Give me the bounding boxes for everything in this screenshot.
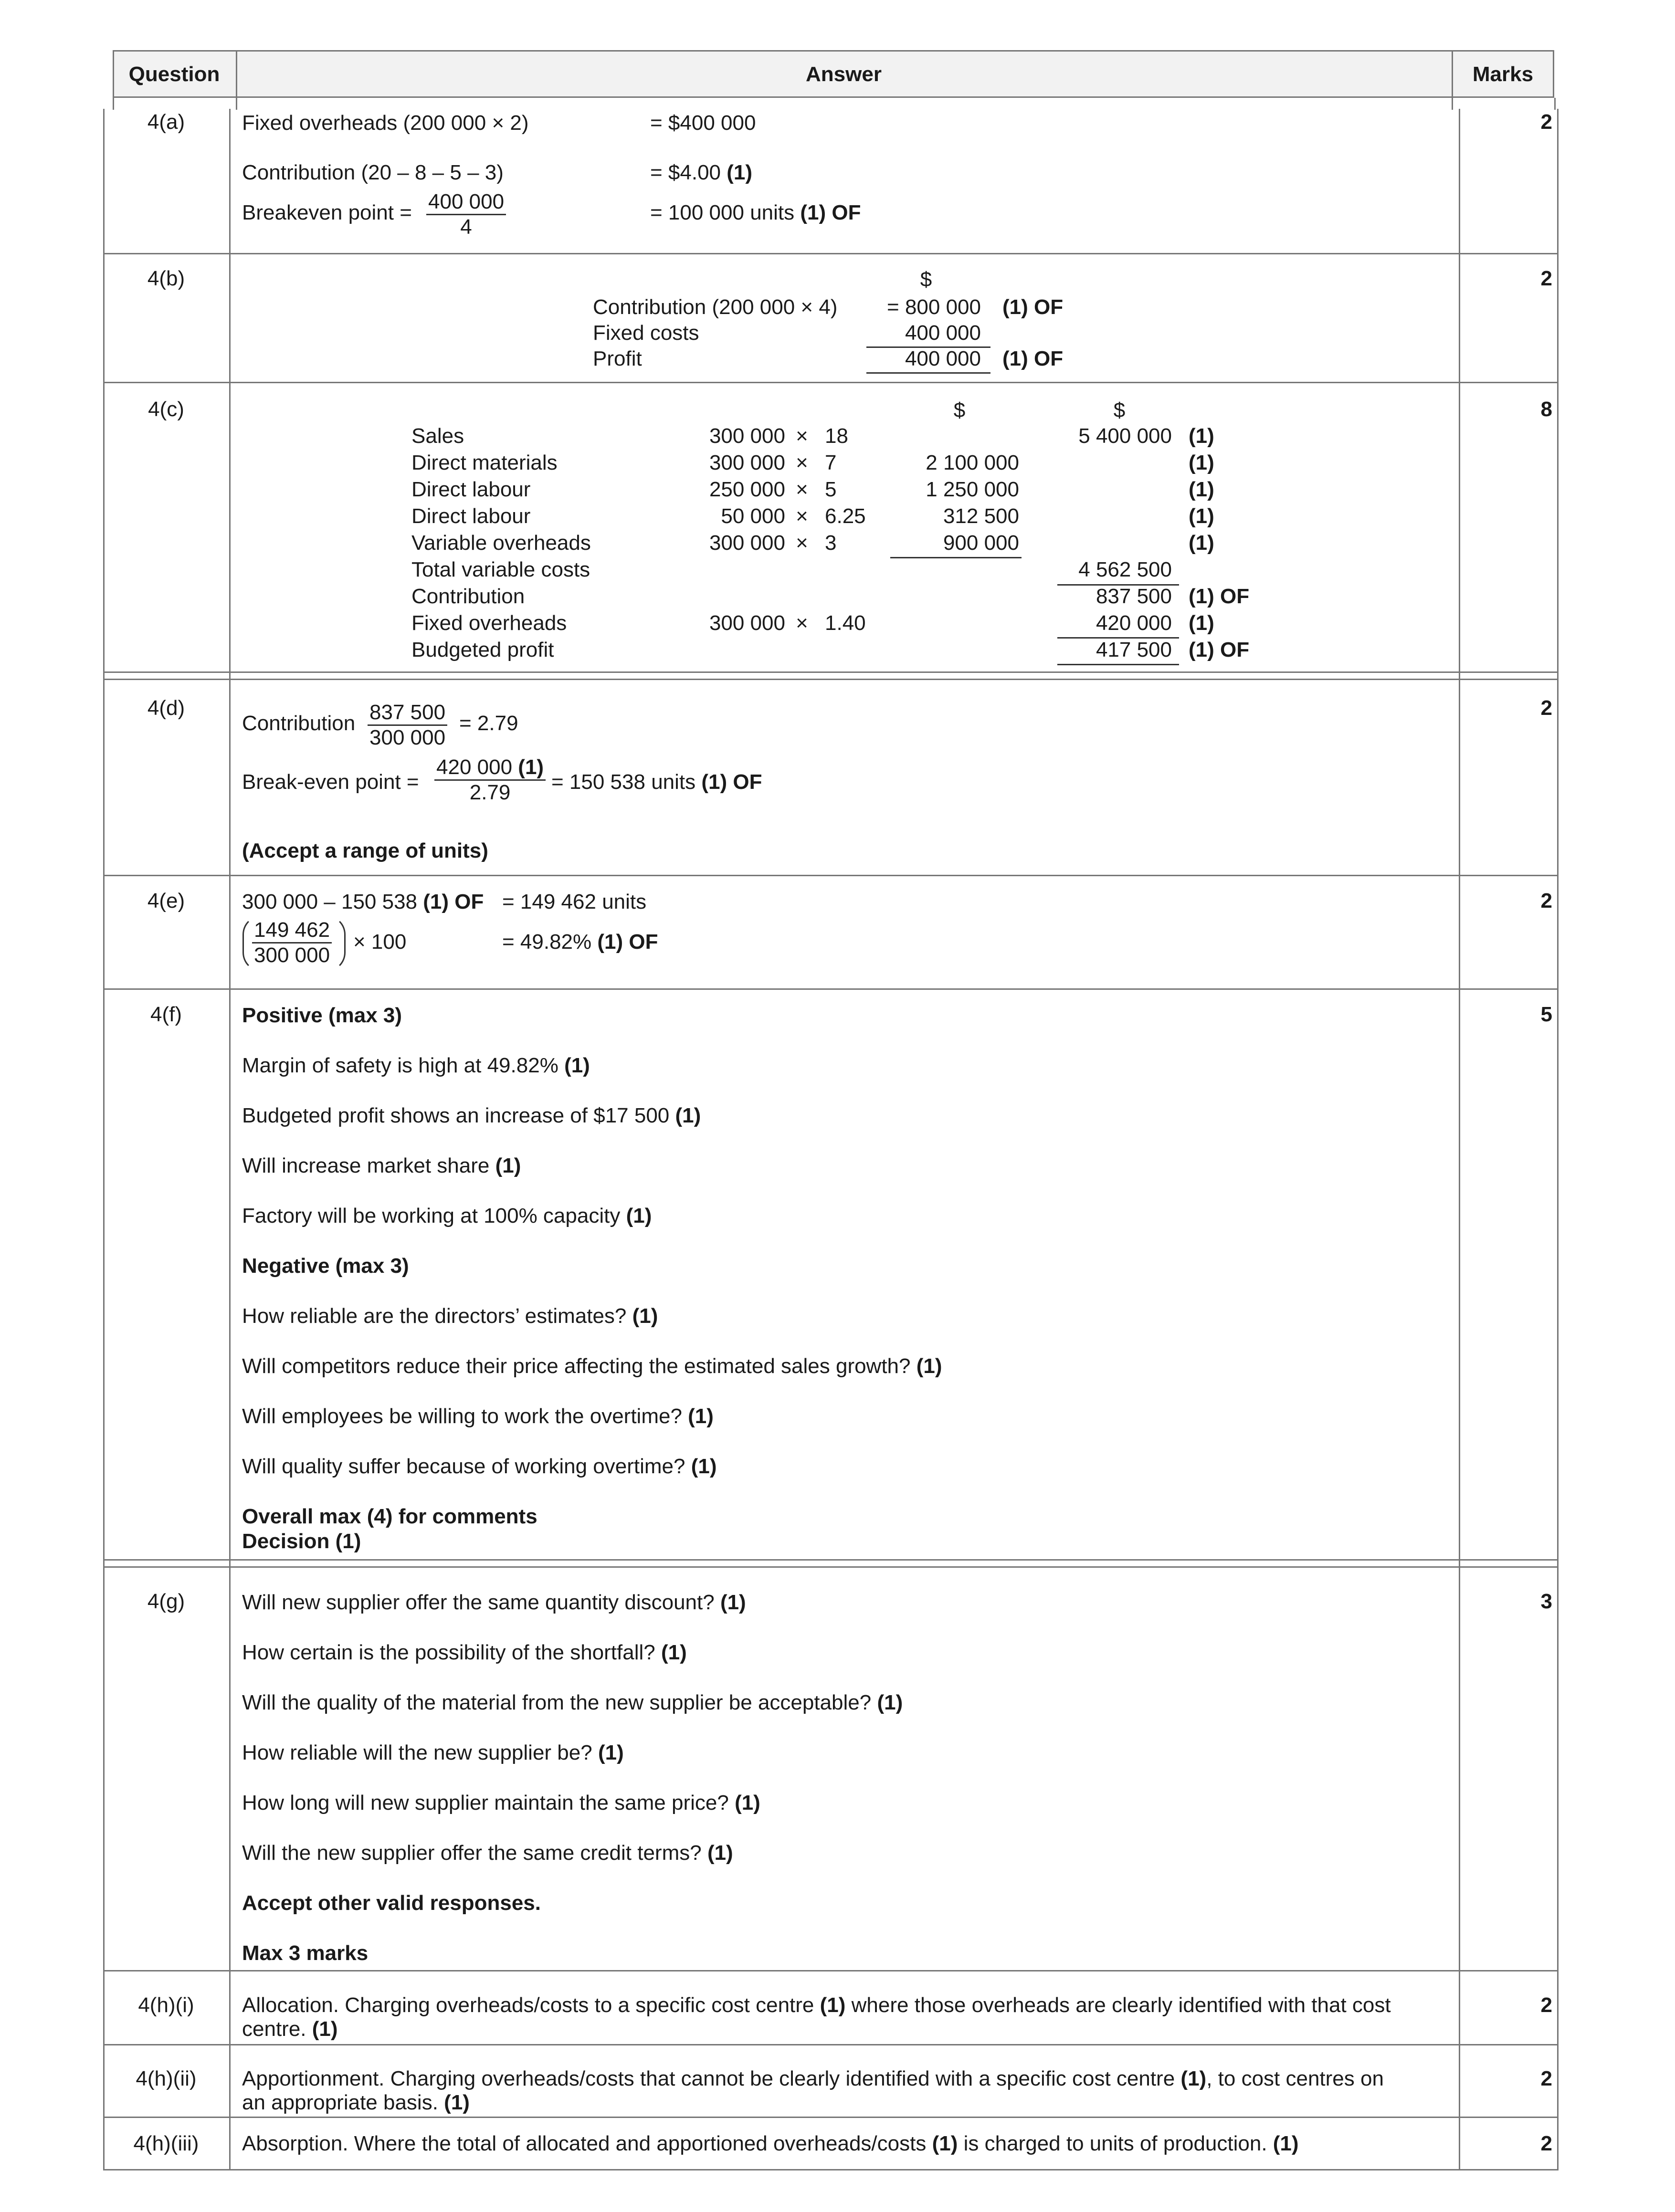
- list-item: Will the new supplier offer the same credit terms?: [242, 1841, 702, 1865]
- question-label: 4(c): [148, 398, 184, 421]
- marks-value: 2: [1540, 110, 1552, 134]
- fraction-numerator: 837 500: [368, 701, 447, 726]
- header-marks: Marks: [1472, 63, 1534, 86]
- question-label: 4(f): [150, 1003, 182, 1026]
- list-item: Will employees be willing to work the overtime?: [242, 1405, 682, 1428]
- fraction: [252, 918, 332, 967]
- currency-symbol: $: [1113, 398, 1126, 422]
- sum-line: [1057, 584, 1179, 586]
- mark-award: (1) OF: [1189, 638, 1250, 661]
- statement-rate: 6.25: [825, 504, 866, 528]
- mark-award: (1): [1189, 531, 1214, 555]
- statement-col2: 417 500: [1096, 638, 1172, 661]
- mark-award: (1): [727, 161, 753, 184]
- guidance-text: Accept other valid responses.: [242, 1891, 541, 1915]
- answer-text: 300 000 – 150 538: [242, 890, 418, 913]
- answer-value: 400 000: [905, 347, 981, 370]
- statement-label: Variable overheads: [411, 531, 591, 555]
- list-item: Will quality suffer because of working overtime?: [242, 1455, 685, 1478]
- question-label: 4(h)(iii): [133, 2132, 199, 2155]
- row-separator: [103, 1566, 1559, 1568]
- question-label: 4(h)(i): [138, 1993, 194, 2017]
- currency-symbol: $: [920, 268, 932, 291]
- list-item: Will the quality of the material from the new supplier be acceptable?: [242, 1691, 872, 1714]
- marks-value: 2: [1540, 267, 1552, 290]
- guidance-text: Decision (1): [242, 1530, 361, 1553]
- mark-award: (1): [691, 1455, 717, 1478]
- mark-award: (1): [312, 2017, 338, 2041]
- question-label: 4(h)(ii): [136, 2067, 197, 2090]
- answer-text: Contribution (20 – 8 – 5 – 3): [242, 161, 504, 184]
- statement-op: ×: [796, 451, 808, 474]
- marks-value: 2: [1540, 696, 1552, 720]
- row-separator: [103, 679, 1559, 680]
- mark-award: (1): [675, 1104, 701, 1127]
- statement-col1: 900 000: [943, 531, 1019, 555]
- currency-symbol: $: [953, 398, 966, 422]
- mark-award: (1): [707, 1841, 733, 1865]
- statement-rate: 1.40: [825, 611, 866, 635]
- mark-award: (1): [626, 1204, 652, 1227]
- mark-award: (1): [632, 1304, 658, 1328]
- row-separator: [103, 671, 1559, 673]
- mark-award: (1): [661, 1641, 687, 1664]
- mark-award: (1) OF: [1002, 295, 1064, 319]
- header-question: Question: [128, 63, 220, 86]
- sum-line: [890, 557, 1022, 558]
- answer-text: where those overheads are clearly identified with that cost: [851, 1993, 1391, 2017]
- mark-award: (1): [444, 2091, 470, 2114]
- answer-text: Allocation. Charging overheads/costs to a specific cost centre: [242, 1993, 814, 2017]
- answer-text: Fixed costs: [593, 321, 699, 345]
- marks-value: 2: [1540, 889, 1552, 912]
- statement-label: Total variable costs: [411, 558, 590, 581]
- list-item: How reliable are the directors’ estimates?: [242, 1304, 627, 1328]
- guidance-text: Max 3 marks: [242, 1941, 369, 1965]
- sum-line: [1057, 637, 1179, 639]
- statement-op: ×: [796, 504, 808, 528]
- statement-qty: 300 000: [709, 451, 785, 474]
- answer-text: Fixed overheads (200 000 × 2): [242, 111, 529, 135]
- statement-op: ×: [796, 531, 808, 555]
- statement-rate: 7: [825, 451, 837, 474]
- mark-award: (1) OF: [1002, 347, 1064, 370]
- fraction-numerator: 149 462: [252, 918, 332, 944]
- section-heading: Positive (max 3): [242, 1004, 402, 1027]
- divider: [1452, 98, 1453, 110]
- answer-text: Absorption. Where the total of allocated and apportioned overheads/costs: [242, 2132, 927, 2155]
- fraction-denominator: 300 000: [369, 726, 446, 749]
- question-label: 4(a): [147, 110, 185, 134]
- statement-qty: 300 000: [709, 531, 785, 555]
- mark-award: (1): [1189, 478, 1214, 501]
- mark-award: (1): [688, 1405, 714, 1428]
- total-line: [866, 372, 990, 374]
- mark-award: (1): [916, 1354, 942, 1378]
- list-item: How long will new supplier maintain the same price?: [242, 1791, 729, 1814]
- answer-text: = $4.00: [650, 161, 721, 184]
- question-label: 4(e): [147, 889, 185, 912]
- mark-award: (1): [564, 1054, 590, 1077]
- statement-col2: 5 400 000: [1078, 424, 1172, 448]
- mark-award: (1): [1273, 2132, 1299, 2155]
- statement-rate: 3: [825, 531, 837, 555]
- list-item: Budgeted profit shows an increase of $17 500: [242, 1104, 670, 1127]
- marks-value: 2: [1540, 2132, 1552, 2155]
- statement-label: Contribution: [411, 585, 525, 608]
- mark-award: (1): [1189, 424, 1214, 448]
- mark-award: (1) OF: [701, 770, 762, 794]
- mark-award: (1): [1180, 2067, 1207, 2090]
- row-separator: [103, 875, 1559, 876]
- statement-op: ×: [796, 611, 808, 635]
- note: (Accept a range of units): [242, 839, 488, 862]
- statement-rate: 5: [825, 478, 837, 501]
- statement-col2: 4 562 500: [1078, 558, 1172, 581]
- question-label: 4(g): [147, 1590, 185, 1613]
- answer-text: Breakeven point =: [242, 201, 412, 224]
- list-item: Will increase market share: [242, 1154, 490, 1177]
- column-divider-question: [229, 109, 231, 2169]
- mark-award: (1): [495, 1154, 521, 1177]
- statement-label: Direct labour: [411, 478, 531, 501]
- divider: [113, 98, 114, 110]
- fraction: [426, 190, 506, 239]
- statement-qty: 300 000: [709, 611, 785, 635]
- row-separator: [103, 2117, 1559, 2118]
- statement-qty: 250 000: [709, 478, 785, 501]
- list-item: How certain is the possibility of the shortfall?: [242, 1641, 655, 1664]
- mark-award: (1): [820, 1993, 846, 2017]
- marks-value: 2: [1540, 2067, 1552, 2090]
- fraction: [368, 701, 447, 750]
- row-separator: [103, 1559, 1559, 1561]
- mark-award: (1) OF: [800, 201, 861, 224]
- mark-award: (1): [720, 1591, 746, 1614]
- answer-text: = 100 000 units: [650, 201, 795, 224]
- answer-text: Apportionment. Charging overheads/costs that cannot be clearly identified with a specific cost centre: [242, 2067, 1175, 2090]
- statement-label: Budgeted profit: [411, 638, 554, 661]
- answer-text: an appropriate basis.: [242, 2091, 438, 2114]
- row-separator: [103, 2169, 1559, 2170]
- mark-award: (1): [598, 1741, 624, 1764]
- answer-text: Contribution: [242, 712, 356, 735]
- list-item: How reliable will the new supplier be?: [242, 1741, 592, 1764]
- answer-text: , to cost centres on: [1206, 2067, 1384, 2090]
- sum-line: [1057, 664, 1179, 665]
- fraction-numerator-value: 420 000: [436, 755, 513, 779]
- table-border-right: [1557, 109, 1559, 2169]
- divider: [1554, 98, 1556, 110]
- statement-label: Fixed overheads: [411, 611, 567, 635]
- statement-col1: 312 500: [943, 504, 1019, 528]
- answer-text: = 149 462 units: [502, 890, 647, 913]
- mark-award: (1): [877, 1691, 903, 1714]
- statement-op: ×: [796, 424, 808, 448]
- statement-rate: 18: [825, 424, 848, 448]
- list-item: Will new supplier offer the same quantity discount?: [242, 1591, 715, 1614]
- list-item: Factory will be working at 100% capacity: [242, 1204, 621, 1227]
- statement-label: Direct labour: [411, 504, 531, 528]
- mark-award: (1): [1189, 451, 1214, 474]
- answer-text: = 49.82%: [502, 930, 592, 954]
- statement-col2: 420 000: [1096, 611, 1172, 635]
- answer-value: 400 000: [905, 321, 981, 345]
- list-item: Will competitors reduce their price affecting the estimated sales growth?: [242, 1354, 911, 1378]
- fraction-denominator: 300 000: [254, 944, 330, 967]
- answer-text: Contribution (200 000 × 4): [593, 295, 838, 319]
- mark-award: (1) OF: [1189, 585, 1250, 608]
- list-item: Margin of safety is high at 49.82%: [242, 1054, 558, 1077]
- mark-award: (1) OF: [597, 930, 658, 954]
- mark-award: (1): [1189, 504, 1214, 528]
- divider: [236, 98, 237, 110]
- mark-award: (1): [518, 755, 544, 779]
- fraction-denominator: 2.79: [469, 781, 511, 804]
- section-heading: Negative (max 3): [242, 1254, 409, 1278]
- fraction-numerator: 400 000: [426, 190, 506, 215]
- fraction: [434, 755, 546, 805]
- fraction-denominator: 4: [460, 215, 472, 239]
- answer-text: centre.: [242, 2017, 306, 2041]
- statement-col2: 837 500: [1096, 585, 1172, 608]
- statement-label: Direct materials: [411, 451, 558, 474]
- mark-award: (1): [932, 2132, 958, 2155]
- answer-text: Profit: [593, 347, 642, 370]
- answer-value: = 800 000: [887, 295, 981, 319]
- row-separator: [103, 382, 1559, 383]
- guidance-text: Overall max (4) for comments: [242, 1505, 537, 1528]
- statement-qty: 50 000: [721, 504, 785, 528]
- statement-label: Sales: [411, 424, 464, 448]
- row-separator: [103, 253, 1559, 254]
- answer-text: is charged to units of production.: [963, 2132, 1267, 2155]
- row-separator: [103, 1970, 1559, 1971]
- row-separator: [103, 2044, 1559, 2045]
- marks-value: 2: [1540, 1993, 1552, 2017]
- mark-award: (1) OF: [423, 890, 484, 913]
- marks-value: 8: [1540, 398, 1552, 421]
- statement-col1: 2 100 000: [926, 451, 1019, 474]
- header-answer: Answer: [806, 63, 882, 86]
- row-separator: [103, 988, 1559, 990]
- answer-text: Break-even point =: [242, 770, 419, 794]
- mark-award: (1): [1189, 611, 1214, 635]
- question-label: 4(d): [147, 696, 185, 720]
- question-label: 4(b): [147, 267, 185, 290]
- marks-value: 3: [1540, 1590, 1552, 1613]
- fraction-numerator: [434, 755, 546, 781]
- mark-award: (1): [735, 1791, 760, 1814]
- marks-value: 5: [1540, 1003, 1552, 1026]
- answer-text: = $400 000: [650, 111, 756, 135]
- answer-text: = 150 538 units: [551, 770, 696, 794]
- statement-op: ×: [796, 478, 808, 501]
- answer-text: = 2.79: [459, 712, 518, 735]
- statement-qty: 300 000: [709, 424, 785, 448]
- statement-col1: 1 250 000: [926, 478, 1019, 501]
- answer-text: × 100: [353, 930, 407, 954]
